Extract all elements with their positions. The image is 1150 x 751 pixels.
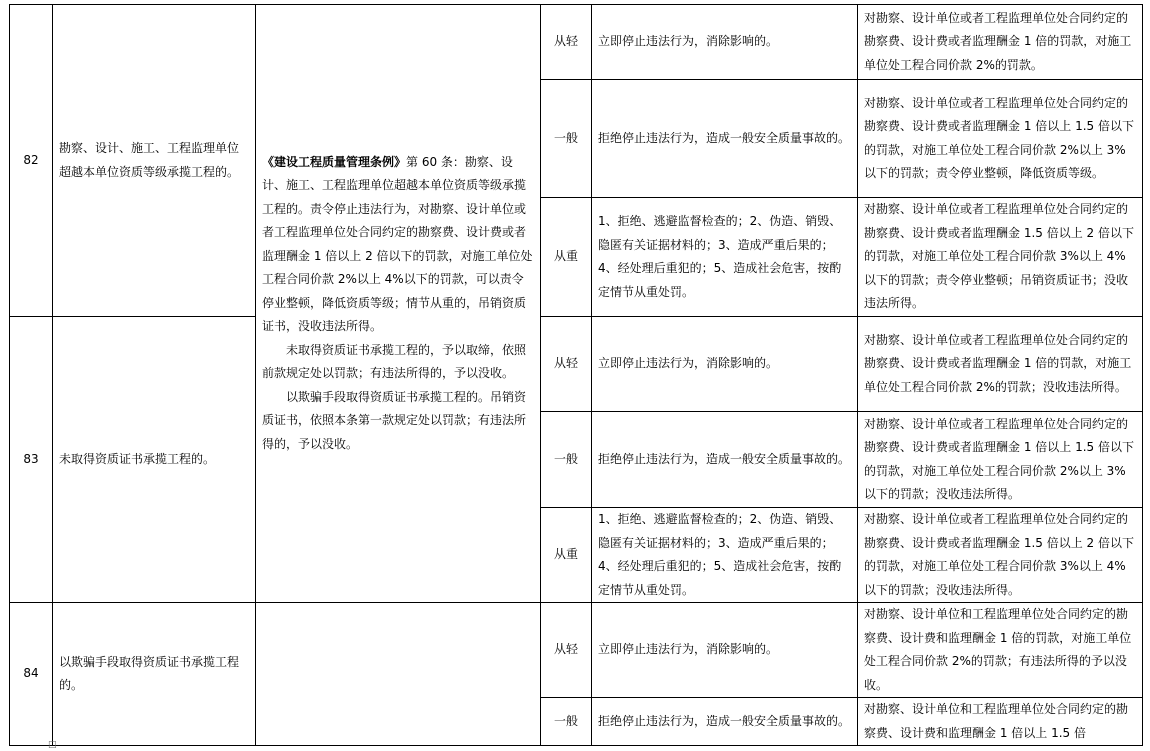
circumstance: 拒绝停止违法行为，造成一般安全质量事故的。 bbox=[592, 412, 858, 508]
item-number: 83 bbox=[10, 317, 53, 603]
table-row bbox=[10, 5, 1143, 80]
law-paragraph-3: 以欺骗手段取得资质证书承揽工程的。吊销资质证书，依照本条第一款规定处以罚款；有违法所得的，予以没收。 bbox=[262, 389, 527, 451]
violation-behavior: 以欺骗手段取得资质证书承揽工程的。 bbox=[53, 603, 256, 746]
penalty-standard: 对勘察、设计单位或者工程监理单位处合同约定的勘察费、设计费或者监理酬金 1 倍的罚款，对施工单位处工程合同价款 2%的罚款。 bbox=[858, 5, 1143, 80]
discretion-level: 一般 bbox=[541, 412, 592, 508]
item-number: 82 bbox=[10, 5, 53, 317]
legal-basis bbox=[256, 5, 541, 603]
discretion-level: 一般 bbox=[541, 698, 592, 746]
discretion-level: 从重 bbox=[541, 198, 592, 317]
discretion-level: 从重 bbox=[541, 508, 592, 603]
penalty-table bbox=[9, 4, 1143, 746]
circumstance: 1、拒绝、逃避监督检查的；2、伪造、销毁、隐匿有关证据材料的；3、造成严重后果的；4、经处理后重犯的；5、造成社会危害，按酌定情节从重处罚。 bbox=[592, 198, 858, 317]
discretion-level: 从轻 bbox=[541, 603, 592, 698]
law-title: 《建设工程质量管理条例》 bbox=[262, 154, 407, 169]
penalty-standard: 对勘察、设计单位或者工程监理单位处合同约定的勘察费、设计费或者监理酬金 1 倍的罚款，对施工单位处工程合同价款 2%的罚款；没收违法所得。 bbox=[858, 317, 1143, 412]
penalty-standard: 对勘察、设计单位和工程监理单位处合同约定的勘察费、设计费和监理酬金 1 倍的罚款，对施工单位处工程合同价款 2%的罚款；有违法所得的予以没收。 bbox=[858, 603, 1143, 698]
penalty-standard: 对勘察、设计单位或者工程监理单位处合同约定的勘察费、设计费或者监理酬金 1.5 倍以上 2 倍以下的罚款，对施工单位处工程合同价款 3%以上 4%以下的罚款；没收违法所得。 bbox=[858, 508, 1143, 603]
circumstance: 拒绝停止违法行为，造成一般安全质量事故的。 bbox=[592, 698, 858, 746]
table-row bbox=[10, 317, 1143, 412]
penalty-standard: 对勘察、设计单位或者工程监理单位处合同约定的勘察费、设计费或者监理酬金 1.5 倍以上 2 倍以下的罚款，对施工单位处工程合同价款 3%以上 4%以下的罚款；责令停业整顿；吊销资质证书；没收违法所得。 bbox=[858, 198, 1143, 317]
paragraph-mark-icon: □ bbox=[48, 740, 57, 750]
penalty-standard: 对勘察、设计单位或者工程监理单位处合同约定的勘察费、设计费或者监理酬金 1 倍以上 1.5 倍以下的罚款，对施工单位处工程合同价款 2%以上 3%以下的罚款；没收违法所得。 bbox=[858, 412, 1143, 508]
item-number: 84 bbox=[10, 603, 53, 746]
penalty-standard: 对勘察、设计单位或者工程监理单位处合同约定的勘察费、设计费或者监理酬金 1 倍以上 1.5 倍以下的罚款，对施工单位处工程合同价款 2%以上 3%以下的罚款；责令停业整顿，降低资质等级。 bbox=[858, 80, 1143, 198]
violation-behavior: 勘察、设计、施工、工程监理单位超越本单位资质等级承揽工程的。 bbox=[53, 5, 256, 317]
discretion-level: 一般 bbox=[541, 80, 592, 198]
law-paragraph-2: 未取得资质证书承揽工程的，予以取缔，依照前款规定处以罚款；有违法所得的，予以没收。 bbox=[262, 342, 527, 381]
law-article-text: 第 60 条：勘察、设计、施工、工程监理单位超越本单位资质等级承揽工程的。责令停止违法行为，对勘察、设计单位或者工程监理单位处合同约定的勘察费、设计费或者监理酬金 1 倍以上 2 倍以下的罚款，对施工单位处工程合同价款 2%以上 4%以下的罚款，可以责令停业整顿，降低资质等级；情节从重的，吊销资质证书，没收违法所得。 bbox=[262, 154, 533, 334]
discretion-level: 从轻 bbox=[541, 317, 592, 412]
circumstance: 1、拒绝、逃避监督检查的；2、伪造、销毁、隐匿有关证据材料的；3、造成严重后果的；4、经处理后重犯的；5、造成社会危害，按酌定情节从重处罚。 bbox=[592, 508, 858, 603]
legal-basis-continued bbox=[256, 603, 541, 746]
circumstance: 立即停止违法行为，消除影响的。 bbox=[592, 317, 858, 412]
discretion-level: 从轻 bbox=[541, 5, 592, 80]
circumstance: 立即停止违法行为，消除影响的。 bbox=[592, 5, 858, 80]
violation-behavior: 未取得资质证书承揽工程的。 bbox=[53, 317, 256, 603]
table-row bbox=[10, 603, 1143, 698]
penalty-standard: 对勘察、设计单位和工程监理单位处合同约定的勘察费、设计费和监理酬金 1 倍以上 1.5 倍 bbox=[858, 698, 1143, 746]
circumstance: 拒绝停止违法行为，造成一般安全质量事故的。 bbox=[592, 80, 858, 198]
circumstance: 立即停止违法行为，消除影响的。 bbox=[592, 603, 858, 698]
